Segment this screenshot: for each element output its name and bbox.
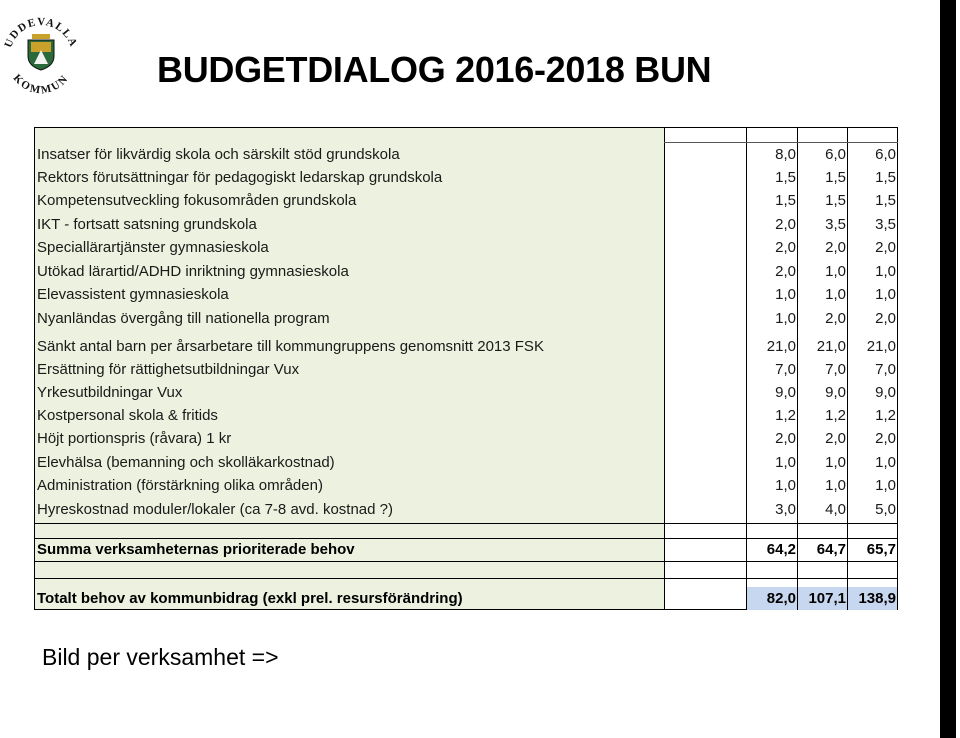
total-value-2016: 82,0 [766, 590, 796, 607]
row-label: Hyreskostnad moduler/lokaler (ca 7-8 avd. kostnad ?) [37, 501, 394, 518]
table-row [34, 213, 898, 236]
value-2018: 1,0 [875, 477, 896, 494]
footer-link-text: Bild per verksamhet => [42, 644, 279, 670]
value-2016: 2,0 [775, 239, 796, 256]
grid-line [34, 561, 898, 562]
summary-value-2016: 64,2 [766, 541, 796, 558]
value-2017: 1,5 [825, 169, 846, 186]
row-label: Nyanländas övergång till nationella program [37, 310, 330, 327]
svg-text:UDDEVALLA: UDDEVALLA [2, 15, 80, 50]
value-2017: 1,0 [825, 477, 846, 494]
total-label: Totalt behov av kommunbidrag (exkl prel. resursförändring) [37, 590, 463, 607]
row-label: Administration (förstärkning olika områden) [37, 477, 323, 494]
summary-value-2018: 65,7 [866, 541, 896, 558]
value-2017: 6,0 [825, 146, 846, 163]
value-2018: 7,0 [875, 361, 896, 378]
table-row [34, 166, 898, 189]
table-row [34, 236, 898, 259]
value-2017: 1,0 [825, 286, 846, 303]
summary-value-2017: 64,7 [816, 541, 846, 558]
value-2017: 1,2 [825, 407, 846, 424]
value-2018: 9,0 [875, 384, 896, 401]
value-2016: 7,0 [775, 361, 796, 378]
value-2016: 3,0 [775, 501, 796, 518]
row-label: Elevhälsa (bemanning och skolläkarkostnad) [37, 454, 335, 471]
value-2016: 2,0 [775, 216, 796, 233]
value-2018: 2,0 [875, 430, 896, 447]
value-2018: 3,5 [875, 216, 896, 233]
row-label: Insatser för likvärdig skola och särskilt stöd grundskola [37, 146, 400, 163]
summary-row [34, 538, 898, 561]
total-value-2018: 138,9 [858, 590, 896, 607]
budget-table [34, 127, 898, 610]
table-row [34, 404, 898, 427]
row-label: Ersättning för rättighetsutbildningar Vux [37, 361, 300, 378]
grid-line [34, 578, 898, 579]
table-row [34, 143, 898, 166]
value-2017: 2,0 [825, 310, 846, 327]
uddevalla-kommun-logo [2, 14, 80, 94]
page-title: BUDGETDIALOG 2016-2018 BUN [157, 49, 712, 90]
value-2016: 1,0 [775, 477, 796, 494]
table-row [34, 474, 898, 497]
table-row [34, 498, 898, 521]
value-2018: 2,0 [875, 239, 896, 256]
value-2017: 3,5 [825, 216, 846, 233]
right-edge-bar [940, 0, 956, 738]
row-label: Yrkesutbildningar Vux [37, 384, 183, 401]
value-2016: 1,0 [775, 454, 796, 471]
row-label: IKT - fortsatt satsning grundskola [37, 216, 257, 233]
value-2016: 9,0 [775, 384, 796, 401]
row-label: Kostpersonal skola & fritids [37, 407, 218, 424]
value-2017: 1,0 [825, 263, 846, 280]
row-label: Speciallärartjänster gymnasieskola [37, 239, 269, 256]
value-2017: 21,0 [816, 338, 846, 355]
row-label: Sänkt antal barn per årsarbetare till kommungruppens genomsnitt 2013 FSK [37, 338, 544, 355]
value-2018: 1,5 [875, 192, 896, 209]
value-2018: 1,0 [875, 454, 896, 471]
value-2018: 1,2 [875, 407, 896, 424]
value-2016: 1,5 [775, 169, 796, 186]
table-row [34, 307, 898, 330]
value-2018: 21,0 [866, 338, 896, 355]
value-2017: 2,0 [825, 239, 846, 256]
value-2018: 1,5 [875, 169, 896, 186]
value-2017: 9,0 [825, 384, 846, 401]
table-row [34, 381, 898, 404]
value-2018: 1,0 [875, 263, 896, 280]
table-row [34, 260, 898, 283]
table-row [34, 335, 898, 358]
svg-text:KOMMUN: KOMMUN [10, 72, 72, 94]
value-2018: 2,0 [875, 310, 896, 327]
value-2017: 7,0 [825, 361, 846, 378]
summary-label: Summa verksamheternas prioriterade behov [37, 541, 355, 558]
total-value-2017: 107,1 [808, 590, 846, 607]
row-label: Kompetensutveckling fokusområden grundskola [37, 192, 357, 209]
value-2016: 21,0 [766, 338, 796, 355]
table-row [34, 427, 898, 450]
value-2017: 1,5 [825, 192, 846, 209]
row-label: Elevassistent gymnasieskola [37, 286, 229, 303]
table-row [34, 189, 898, 212]
value-2016: 8,0 [775, 146, 796, 163]
value-2017: 1,0 [825, 454, 846, 471]
row-label: Utökad lärartid/ADHD inriktning gymnasieskola [37, 263, 349, 280]
row-label: Höjt portionspris (råvara) 1 kr [37, 430, 232, 447]
value-2018: 1,0 [875, 286, 896, 303]
table-row [34, 451, 898, 474]
row-label: Rektors förutsättningar för pedagogiskt ledarskap grundskola [37, 169, 443, 186]
grid-line [34, 127, 898, 128]
value-2016: 1,0 [775, 310, 796, 327]
total-row [34, 587, 898, 610]
value-2018: 5,0 [875, 501, 896, 518]
table-row [34, 283, 898, 306]
value-2016: 2,0 [775, 263, 796, 280]
value-2017: 2,0 [825, 430, 846, 447]
grid-line [34, 523, 898, 524]
value-2016: 1,0 [775, 286, 796, 303]
value-2016: 1,5 [775, 192, 796, 209]
value-2016: 1,2 [775, 407, 796, 424]
value-2017: 4,0 [825, 501, 846, 518]
value-2016: 2,0 [775, 430, 796, 447]
table-row [34, 358, 898, 381]
value-2018: 6,0 [875, 146, 896, 163]
